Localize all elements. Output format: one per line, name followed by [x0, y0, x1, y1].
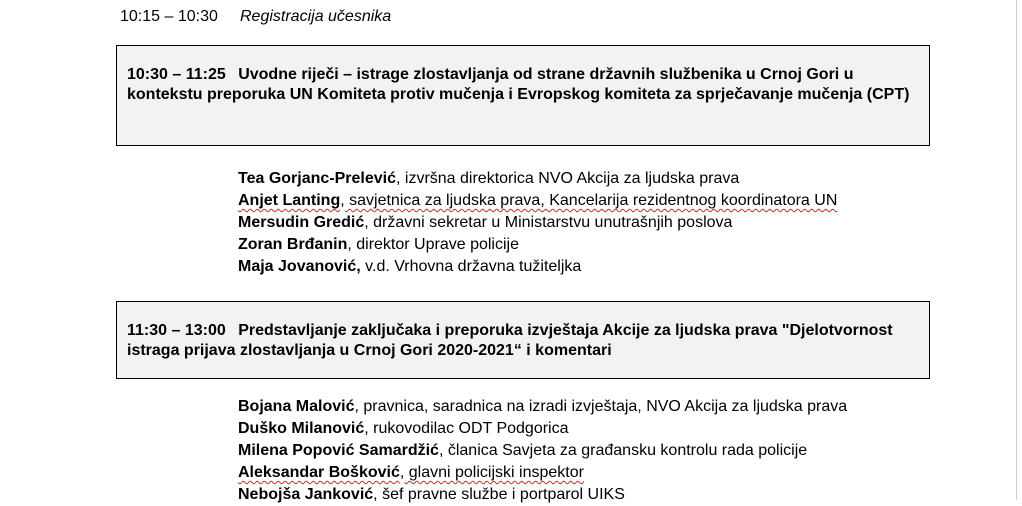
speaker-separator: , [399, 464, 405, 481]
speaker-name: Duško Milanović [238, 420, 365, 437]
speaker-name: Milena Popović Samardžić [238, 442, 439, 459]
speaker-list-2 [238, 396, 847, 506]
speaker-separator: , [438, 442, 444, 459]
speaker-row [238, 256, 837, 278]
speaker-role: članica Savjeta za građansku kontrolu rada policije [443, 442, 808, 459]
speaker-name: Aleksandar Bošković [238, 464, 400, 481]
speaker-list-1 [238, 168, 837, 278]
speaker-role: državni sekretar u Ministarstvu unutrašnjih poslova [368, 214, 733, 231]
speaker-separator: , [356, 258, 361, 275]
speaker-name: Zoran Brđanin [238, 236, 348, 253]
session-1-time: 10:30 – 11:25 [127, 66, 226, 83]
speaker-role: šef pravne službe i portparol UIKS [377, 486, 625, 503]
speaker-separator: , [364, 214, 369, 231]
speaker-role: rukovodilac ODT Podgorica [368, 420, 569, 437]
speaker-row [238, 484, 847, 506]
speaker-name: Mersudin Gredić [238, 214, 365, 231]
registration-time: 10:15 – 10:30 [120, 8, 218, 25]
speaker-role: izvršna direktorica NVO Akcija za ljudska prava [400, 170, 740, 187]
speaker-role: pravnica, saradnica na izradi izvještaja, NVO Akcija za ljudska prava [358, 398, 848, 415]
page-margin-line [1016, 0, 1017, 500]
speaker-role: glavni policijski inspektor [404, 464, 584, 481]
speaker-row [238, 190, 837, 212]
speaker-row [238, 234, 837, 256]
speaker-name: Maja Jovanović [238, 258, 357, 275]
session-box-2 [116, 301, 930, 379]
speaker-role: savjetnica za ljudska prava, Kancelarija rezidentnog koordinatora UN [344, 192, 838, 209]
speaker-role: v.d. Vrhovna državna tužiteljka [360, 258, 582, 275]
speaker-separator: , [340, 192, 345, 209]
speaker-row [238, 212, 837, 234]
speaker-name: Tea Gorjanc-Prelević [238, 170, 396, 187]
speaker-row [238, 462, 847, 484]
speaker-row [238, 168, 837, 190]
speaker-row [238, 418, 847, 440]
speaker-name: Anjet Lanting [238, 192, 341, 209]
speaker-row [238, 396, 847, 418]
registration-title: Registracija učesnika [240, 8, 392, 25]
session-box-1 [116, 45, 930, 146]
speaker-separator: , [354, 398, 359, 415]
speaker-separator: , [373, 486, 378, 503]
speaker-name: Nebojša Janković [238, 486, 374, 503]
speaker-separator: , [364, 420, 369, 437]
speaker-name: Bojana Malović [238, 398, 355, 415]
session-2-title: Predstavljanje zaključaka i preporuka izvještaja Akcije za ljudska prava "Djelotvornost istraga prijava zlostavljanja u Crnoj Gori 2020-2021“ i komentari [127, 322, 893, 359]
speaker-role: direktor Uprave policije [351, 236, 519, 253]
registration-row [120, 8, 391, 26]
speaker-row [238, 440, 847, 462]
speaker-separator: , [396, 170, 401, 187]
session-2-time: 11:30 – 13:00 [127, 322, 226, 339]
session-1-title: Uvodne riječi – istrage zlostavljanja od strane državnih službenika u Crnoj Gori u kontekstu preporuka UN Komiteta protiv mučenja i Evropskog komiteta za sprječavanje mučenja (CPT) [127, 66, 910, 103]
speaker-separator: , [347, 236, 352, 253]
